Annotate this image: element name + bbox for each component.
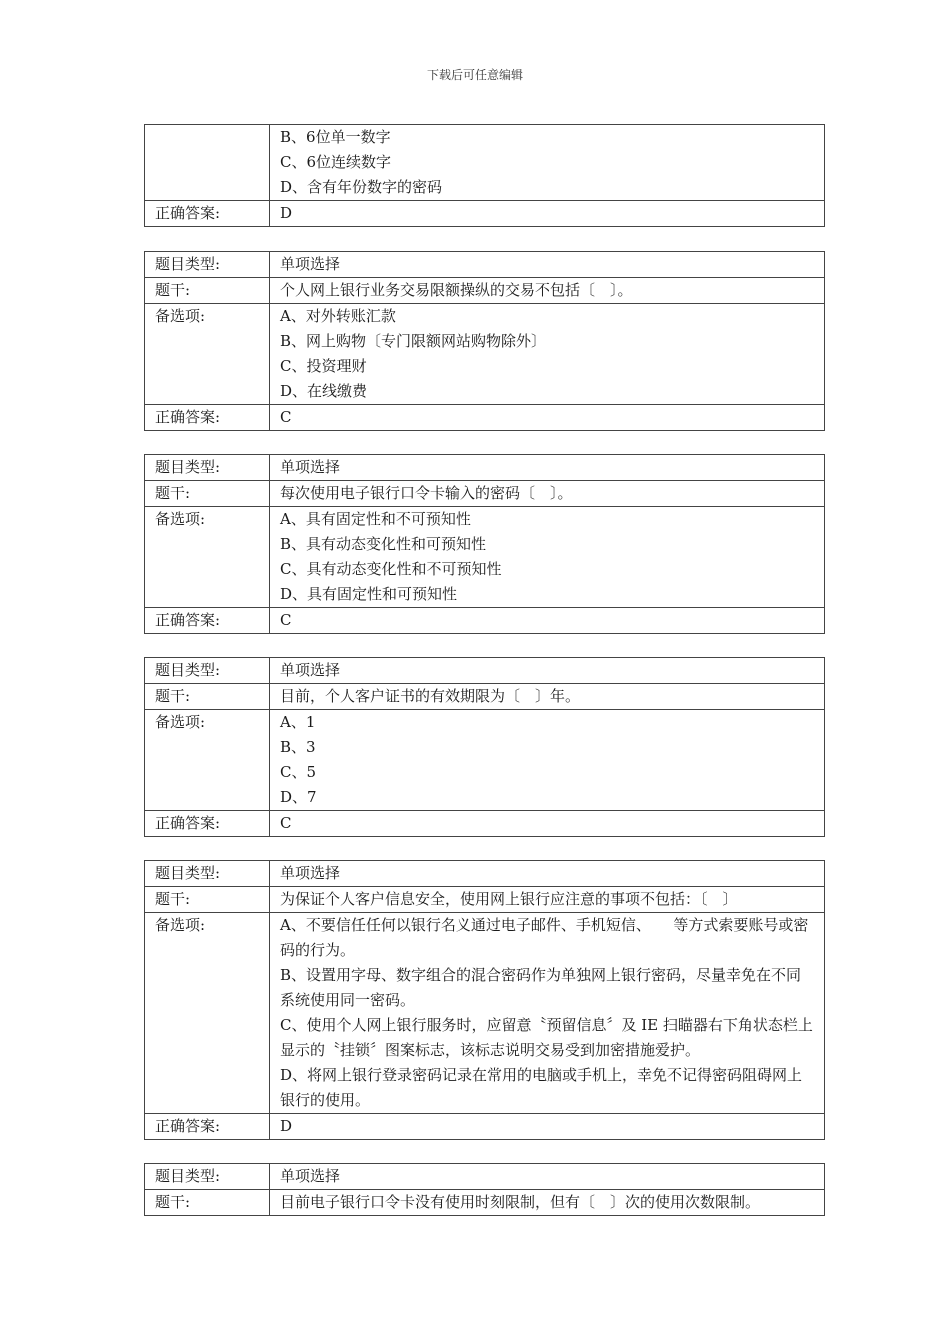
- stem-label: 题干:: [145, 1190, 270, 1216]
- answer-row: [145, 1114, 825, 1140]
- option-b: B、网上购物〔专门限额网站购物除外〕: [280, 332, 547, 350]
- options-row: [145, 507, 825, 608]
- stem-value: 目前，个人客户证书的有效期限为〔 〕年。: [270, 684, 825, 710]
- type-value: 单项选择: [270, 1164, 825, 1190]
- option-d: D、具有固定性和可预知性: [280, 585, 458, 603]
- answer-row: [145, 811, 825, 837]
- option-d: D、将网上银行登录密码记录在常用的电脑或手机上，幸免不记得密码阻碍网上银行的使用。: [280, 1066, 803, 1109]
- type-label: 题目类型:: [145, 1164, 270, 1190]
- page-header: 下载后可任意编辑: [426, 68, 523, 82]
- answer-label: 正确答案:: [145, 1114, 270, 1140]
- options-cell: [270, 913, 825, 1114]
- options-label: 备选项:: [145, 710, 270, 811]
- answer-label: 正确答案:: [145, 201, 270, 227]
- option-a: A、不要信任任何以银行名义通过电子邮件、手机短信、 等方式索要账号或密码的行为。: [280, 916, 809, 959]
- option-a: A、具有固定性和不可预知性: [280, 510, 471, 528]
- option-b: B、3: [280, 738, 316, 756]
- stem-label: 题干:: [145, 481, 270, 507]
- stem-row: [145, 481, 825, 507]
- stem-label: 题干:: [145, 887, 270, 913]
- answer-value: C: [270, 405, 825, 431]
- answer-row: [145, 201, 825, 227]
- option-b: B、6位单一数字: [280, 128, 391, 146]
- options-row: [145, 710, 825, 811]
- option-a: A、1: [280, 713, 316, 731]
- stem-row: [145, 278, 825, 304]
- answer-label: 正确答案:: [145, 811, 270, 837]
- stem-label: 题干:: [145, 278, 270, 304]
- answer-row: [145, 608, 825, 634]
- type-row: [145, 1164, 825, 1190]
- options-label-cell: [145, 125, 270, 201]
- stem-row: [145, 1190, 825, 1216]
- option-c: C、投资理财: [280, 357, 367, 375]
- type-value: 单项选择: [270, 861, 825, 887]
- option-c: C、5: [280, 763, 317, 781]
- option-b: B、具有动态变化性和可预知性: [280, 535, 487, 553]
- stem-row: [145, 887, 825, 913]
- question-table-4: [144, 657, 825, 837]
- option-a: A、对外转账汇款: [280, 307, 396, 325]
- options-cell: [270, 125, 825, 201]
- question-table-5: [144, 860, 825, 1140]
- options-label: 备选项:: [145, 304, 270, 405]
- option-d: D、在线缴费: [280, 382, 368, 400]
- answer-value: C: [270, 811, 825, 837]
- question-table-3: [144, 454, 825, 634]
- answer-label: 正确答案:: [145, 405, 270, 431]
- stem-value: 目前电子银行口令卡没有使用时刻限制，但有〔 〕次的使用次数限制。: [270, 1190, 825, 1216]
- option-b: B、设置用字母、数字组合的混合密码作为单独网上银行密码，尽量幸免在不同系统使用同一密码。: [280, 966, 802, 1009]
- answer-value: C: [270, 608, 825, 634]
- stem-row: [145, 684, 825, 710]
- option-c: C、6位连续数字: [280, 153, 392, 171]
- options-cell: [270, 507, 825, 608]
- answer-value: D: [270, 1114, 825, 1140]
- stem-label: 题干:: [145, 684, 270, 710]
- type-value: 单项选择: [270, 658, 825, 684]
- question-table-1: [144, 124, 825, 227]
- options-row: [145, 125, 825, 201]
- answer-value: D: [270, 201, 825, 227]
- type-value: 单项选择: [270, 252, 825, 278]
- stem-value: 每次使用电子银行口令卡输入的密码〔 〕。: [270, 481, 825, 507]
- options-cell: [270, 304, 825, 405]
- type-label: 题目类型:: [145, 861, 270, 887]
- options-cell: [270, 710, 825, 811]
- type-label: 题目类型:: [145, 658, 270, 684]
- type-row: [145, 658, 825, 684]
- option-c: C、使用个人网上银行服务时，应留意〝预留信息〞及 IE 扫瞄器右下角状态栏上显示的〝挂锁〞图案标志，该标志说明交易受到加密措施爱护。: [280, 1016, 813, 1059]
- type-row: [145, 861, 825, 887]
- type-row: [145, 455, 825, 481]
- options-label: 备选项:: [145, 913, 270, 1114]
- option-d: D、含有年份数字的密码: [280, 178, 443, 196]
- type-label: 题目类型:: [145, 252, 270, 278]
- answer-row: [145, 405, 825, 431]
- type-value: 单项选择: [270, 455, 825, 481]
- question-table-6: [144, 1163, 825, 1216]
- answer-label: 正确答案:: [145, 608, 270, 634]
- type-row: [145, 252, 825, 278]
- stem-value: 个人网上银行业务交易限额操纵的交易不包括〔 〕。: [270, 278, 825, 304]
- question-table-2: [144, 251, 825, 431]
- options-row: [145, 913, 825, 1114]
- type-label: 题目类型:: [145, 455, 270, 481]
- stem-value: 为保证个人客户信息安全，使用网上银行应注意的事项不包括：〔 〕: [270, 887, 825, 913]
- option-d: D、7: [280, 788, 317, 806]
- options-row: [145, 304, 825, 405]
- option-c: C、具有动态变化性和不可预知性: [280, 560, 502, 578]
- options-label: 备选项:: [145, 507, 270, 608]
